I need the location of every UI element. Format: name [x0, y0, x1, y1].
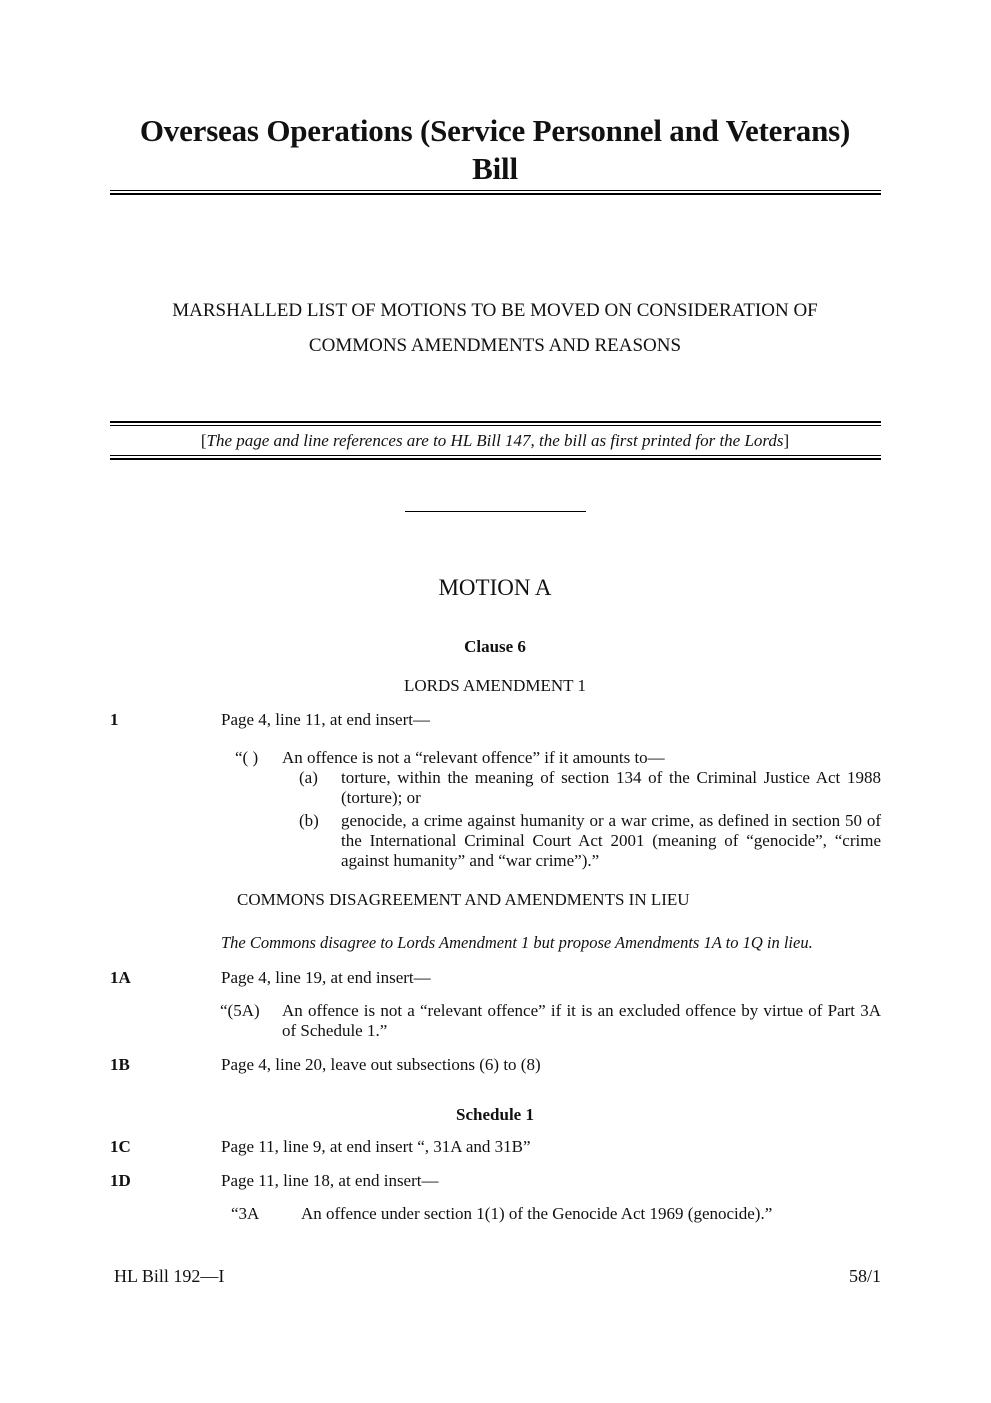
- bill-title-line1: Overseas Operations (Service Personnel and Veterans): [139, 113, 851, 148]
- refnote-rule-bottom-thick: [110, 458, 881, 460]
- subtitle-line1: MARSHALLED LIST OF MOTIONS TO BE MOVED ON CONSIDERATION OF: [172, 300, 818, 321]
- bill-title-line2: Bill: [472, 151, 518, 186]
- amendment-1C-instruction: Page 11, line 9, at end insert “, 31A and 31B”: [221, 1137, 531, 1156]
- title-rule-thick: [110, 193, 881, 195]
- amendment-1A-sub-text: An offence is not a “relevant offence” if it is an excluded offence by virtue of Part 3A of Schedule 1.”: [282, 1001, 881, 1040]
- title-rule-thin: [110, 190, 881, 191]
- bracket-close: ]: [783, 431, 790, 450]
- amendment-number-1D: 1D: [110, 1171, 131, 1190]
- schedule-heading: Schedule 1: [456, 1105, 534, 1124]
- bracket-open: [: [200, 431, 207, 450]
- footer-bill-reference: HL Bill 192—I: [114, 1266, 225, 1286]
- refnote-rule-top-thick: [110, 421, 881, 423]
- refnote-rule-top-thin: [110, 425, 881, 426]
- reference-note: [110, 430, 880, 452]
- amendment-number-1B: 1B: [110, 1055, 130, 1074]
- amendment-1-item-a-text: torture, within the meaning of section 134 of the Criminal Justice Act 1988 (torture); or: [341, 768, 881, 807]
- commons-note: The Commons disagree to Lords Amendment 1 but propose Amendments 1A to 1Q in lieu.: [221, 933, 813, 952]
- amendment-1D-sub-text: An offence under section 1(1) of the Genocide Act 1969 (genocide).”: [301, 1204, 773, 1223]
- amendment-1B-instruction: Page 4, line 20, leave out subsections (6) to (8): [221, 1055, 541, 1074]
- motion-heading: MOTION A: [438, 575, 552, 600]
- amendment-1-item-b-label: (b): [299, 811, 319, 830]
- amendment-1D-instruction: Page 11, line 18, at end insert—: [221, 1171, 439, 1190]
- clause-heading: Clause 6: [464, 637, 526, 656]
- subtitle-line2: COMMONS AMENDMENTS AND REASONS: [308, 335, 682, 356]
- amendment-1-item-a-label: (a): [299, 768, 318, 787]
- document-subtitle: [110, 293, 880, 363]
- lords-amendment-heading: LORDS AMENDMENT 1: [404, 676, 586, 695]
- amendment-1A-instruction: Page 4, line 19, at end insert—: [221, 968, 431, 987]
- commons-disagreement-heading: COMMONS DISAGREEMENT AND AMENDMENTS IN LIEU: [237, 890, 690, 909]
- amendment-1D-sub-label: “3A: [231, 1204, 260, 1223]
- amendment-1-instruction: Page 4, line 11, at end insert—: [221, 710, 430, 729]
- section-divider: [405, 511, 586, 512]
- amendment-number-1: 1: [110, 710, 119, 729]
- footer-page-reference: 58/1: [848, 1266, 881, 1286]
- amendment-number-1A: 1A: [110, 968, 131, 987]
- amendment-1-sub-text: An offence is not a “relevant offence” if it amounts to—: [282, 748, 665, 767]
- reference-note-text: The page and line references are to HL Bill 147, the bill as first printed for the Lords: [206, 431, 784, 450]
- amendment-1-sub-label: “( ): [235, 748, 259, 767]
- refnote-rule-bottom-thin: [110, 455, 881, 456]
- bill-title: [110, 112, 880, 188]
- amendment-1-item-b-text: genocide, a crime against humanity or a war crime, as defined in section 50 of the International Criminal Court Act 2001 (meaning of “genocide”, “crime against humanity” and “war crime”).”: [341, 811, 881, 870]
- amendment-1A-sub-label: “(5A): [220, 1001, 260, 1020]
- amendment-number-1C: 1C: [110, 1137, 131, 1156]
